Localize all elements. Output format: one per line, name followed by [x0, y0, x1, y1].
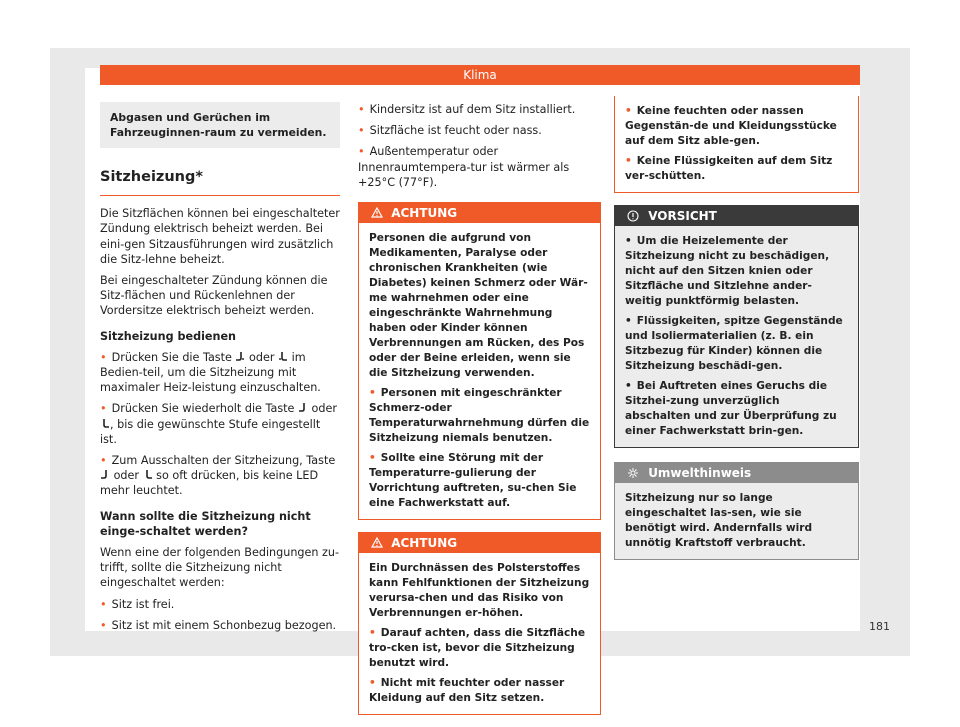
column-middle: [358, 102, 601, 727]
warning-header: ACHTUNG: [359, 533, 600, 553]
list-item: • Drücken Sie wiederholt die Taste oder , bis die gewünschte Stufe eingestellt ist.: [100, 402, 337, 446]
list-item: • Drücken Sie die Taste oder im Bedien-teil, um die Sitzheizung mit maximaler Heiz-leistung einzuschalten.: [100, 350, 321, 395]
subheading: Sitzheizung bedienen: [100, 329, 237, 343]
list-item: • Sitz ist frei.: [100, 597, 175, 611]
warning-triangle-icon: [371, 537, 383, 548]
list-item: • Sitz ist mit einem Schonbezug bezogen.: [100, 618, 337, 632]
seat-heat-left-icon: [298, 402, 308, 413]
continued-note: Abgasen und Gerüchen im Fahrzeuginnen-raum zu vermeiden.: [100, 102, 340, 148]
seat-heat-right-icon: [278, 351, 288, 362]
seat-heat-left-icon: [235, 351, 245, 362]
caution-header: VORSICHT: [615, 206, 858, 226]
paragraph: Wenn eine der folgenden Bedingungen zu-trifft, sollte die Sitzheizung nicht eingeschaltet werden:: [100, 546, 340, 590]
column-right: [614, 96, 859, 560]
section-title: Sitzheizung*: [100, 170, 340, 196]
list-item: • Außentemperatur oder Innenraumtempera-tur ist wärmer als +25°C (77°F).: [358, 145, 570, 189]
warning-box: [358, 532, 601, 715]
warning-body: Ein Durchnässen des Polsterstoffes kann Fehlfunktionen der Sitzheizung verursa-chen und das Risiko von Verbrennungen er-höhen. • Darauf achten, dass die Sitzfläche tro-cken ist, bevor die Sitzheizung benutzt wird. • Nicht mit feuchter oder nasser Kleidung auf den Sitz setzen.: [369, 562, 590, 705]
warning-body: Personen die aufgrund von Medikamenten, Paralyse oder chronischen Krankheiten (wie Diabetes) keinen Schmerz oder Wär-me wahrnehmen oder eine eingeschränkte Wahrnehmung haben oder Kinder können Verbrennungen am Rücken, des Pos oder der Beine erleiden, wenn sie die Sitzheizung verwenden. • Personen mit eingeschränkter Schmerz-oder Temperaturwahrnehmung dürfen die Sitzheizung niemals benutzen. • Sollte eine Störung mit der Temperaturre-gulierung der Vorrichtung auftreten, su-chen Sie eine Fachwerkstatt auf.: [369, 232, 590, 510]
paragraph: Die Sitzflächen können bei eingeschalteter Zündung elektrisch beheizt werden. Bei eini-gen Sitzausführungen wird zusätzlich die Sitz-lehne beheizt.: [100, 207, 340, 266]
environment-icon: [627, 467, 639, 479]
warning-continued-box: • Keine feuchten oder nassen Gegenstän-de und Kleidungsstücke auf dem Sitz able-gen. • Keine Flüssigkeiten auf dem Sitz ver-schütten.: [614, 96, 859, 193]
caution-body: • Um die Heizelemente der Sitzheizung nicht zu beschädigen, nicht auf den Sitzen knien oder Sitzfläche und Sitzlehne ander-weitig punktförmig belasten. • Flüssigkeiten, spitze Gegenstände und Isoliermaterialien (z. B. ein Sitzbezug für Kinder) können die Sitzheizung beschädi-gen. • Bei Auftreten eines Geruchs die Sitzhei-zung unverzüglich abschalten und zur Überprüfung zu einer Fachwerkstatt brin-gen.: [625, 235, 843, 437]
warning-header: ACHTUNG: [359, 203, 600, 223]
list-item: • Kindersitz ist auf dem Sitz installiert.: [358, 103, 576, 116]
page-header: Klima: [100, 65, 860, 85]
seat-heat-left-icon: [100, 469, 110, 480]
environment-body: Sitzheizung nur so lange eingeschaltet las-sen, wie sie benötigt wird. Andernfalls wird unnötig Kraftstoff verbraucht.: [625, 492, 813, 549]
caution-box: [614, 205, 859, 448]
seat-heat-right-icon: [100, 418, 110, 429]
seat-heat-right-icon: [143, 469, 153, 480]
paragraph: Bei eingeschalteter Zündung können die Sitz-flächen und Rückenlehnen der Vordersitze elektrisch beheizt werden.: [100, 274, 328, 318]
subheading: Wann sollte die Sitzheizung nicht einge-schaltet werden?: [100, 509, 311, 538]
environment-box: [614, 462, 859, 560]
column-left: [100, 102, 340, 639]
page-number: 181: [869, 620, 890, 633]
list-item: • Zum Ausschalten der Sitzheizung, Taste oder so oft drücken, bis keine LED mehr leuchtet.: [100, 454, 336, 498]
list-item: • Sitzfläche ist feucht oder nass.: [358, 124, 542, 138]
warning-box: [358, 202, 601, 520]
info-circle-icon: [627, 210, 639, 222]
environment-header: Umwelthinweis: [615, 463, 858, 483]
warning-triangle-icon: [371, 207, 383, 218]
